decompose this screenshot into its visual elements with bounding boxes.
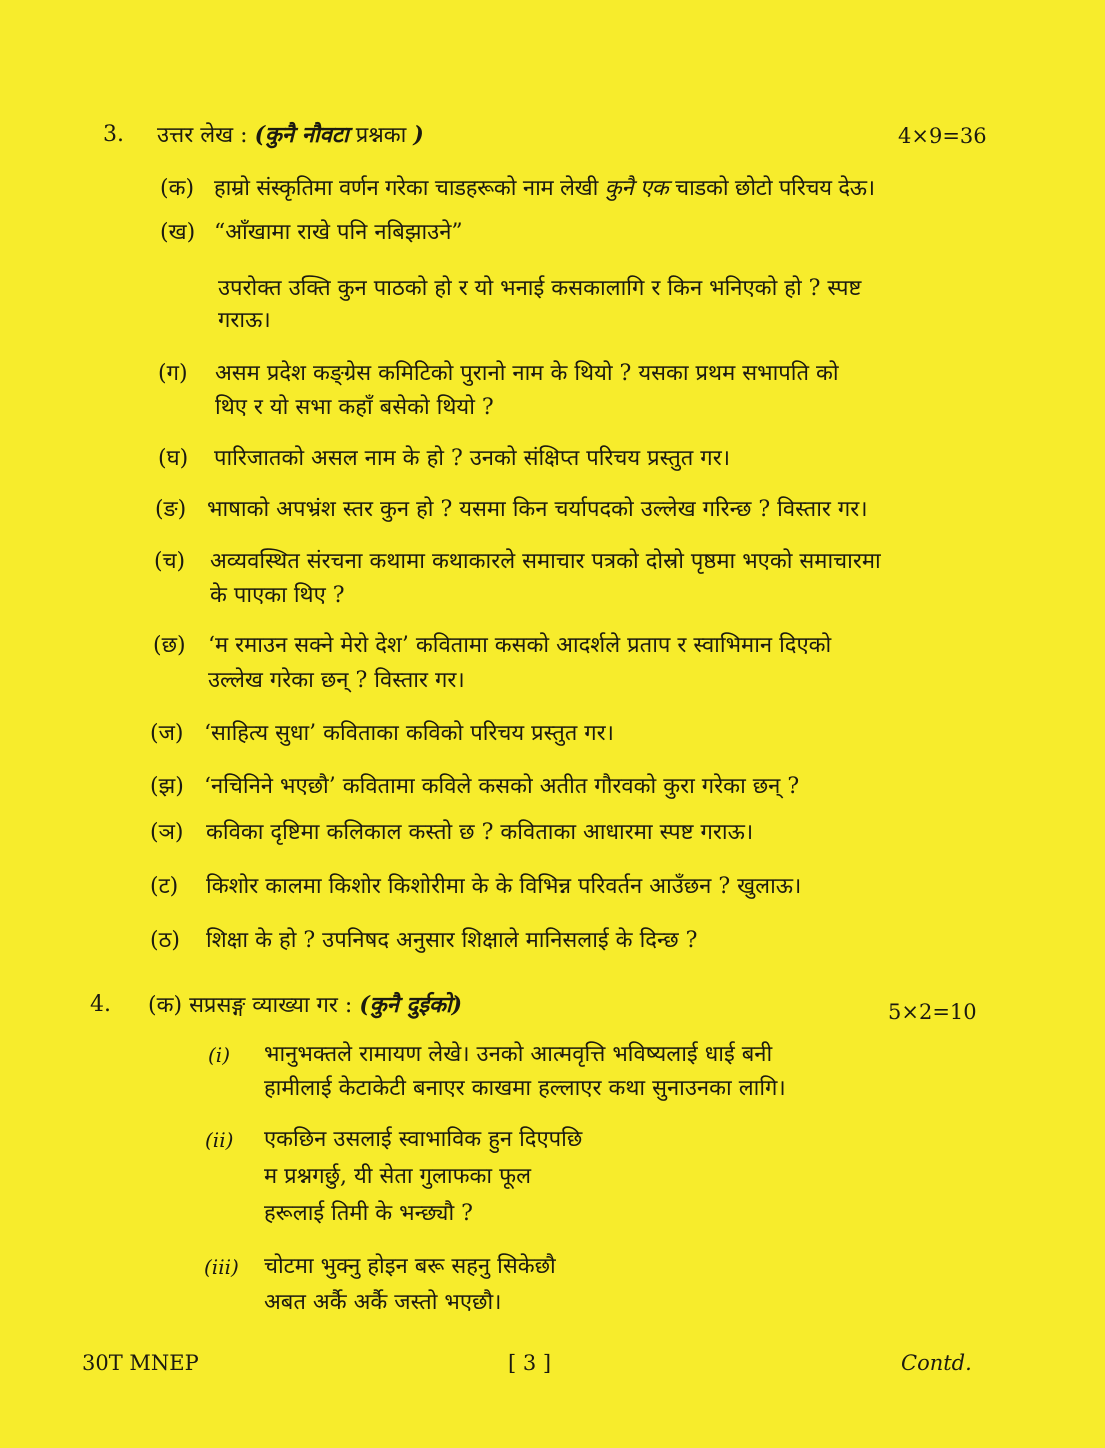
q4-marks: 5×2=10 (888, 1000, 977, 1024)
q3-heading-close: ) (413, 122, 424, 148)
q3-item-label: (ठ) (150, 928, 180, 953)
q3-item-text: गराऊ। (218, 308, 271, 333)
q3-item-text (214, 174, 875, 204)
q3-item-label: (ट) (150, 874, 179, 899)
q3-item-text-italic: कुनै एक (604, 176, 669, 201)
q4-label: (क) (148, 993, 183, 1018)
q3-item-text: भाषाको अपभ्रंश स्तर कुन हो ? यसमा किन चर्यापदको उल्लेख गरिन्छ ? विस्तार गर। (207, 497, 868, 522)
q3-item-text-part: चाडको छोटो परिचय देऊ। (675, 176, 875, 201)
q3-heading-open: ( (254, 122, 265, 148)
q4-item-text: चोटमा भुक्नु होइन बरू सहनु सिकेछौ (264, 1254, 556, 1279)
q3-heading (157, 120, 424, 151)
q3-item-text: के पाएका थिए ? (210, 583, 345, 608)
paper-code: 30T MNEP (82, 1351, 199, 1375)
q3-item-label: (ग) (158, 361, 188, 386)
q3-item-label: (ख) (160, 220, 196, 245)
q3-item-label: (झ) (150, 774, 184, 799)
q4-item-text: एकछिन उसलाई स्वाभाविक हुन दिएपछि (264, 1127, 583, 1152)
q3-item-text: अव्यवस्थित संरचना कथामा कथाकारले समाचार पत्रको दोस्रो पृष्ठमा भएको समाचारमा (210, 549, 881, 574)
q4-heading (148, 990, 462, 1021)
q3-heading-rest: प्रश्नका (355, 123, 407, 148)
q3-item-label: (ज) (150, 721, 184, 746)
q3-item-label: (क) (160, 176, 195, 201)
q4-item-text: म प्रश्नगर्छु, यी सेता गुलाफका फूल (264, 1164, 531, 1189)
q3-item-text: किशोर कालमा किशोर किशोरीमा के के विभिन्न परिवर्तन आउँछन ? खुलाऊ। (206, 874, 802, 899)
q4-heading-italic: कुनै दुईको (369, 992, 452, 1018)
page-number: [ 3 ] (508, 1351, 552, 1375)
q3-item-text: थिए र यो सभा कहाँ बसेको थियो ? (215, 395, 494, 420)
q3-item-text: “आँखामा राखे पनि नबिझाउने” (214, 220, 463, 245)
q3-item-text: कविका दृष्टिमा कलिकाल कस्तो छ ? कविताका आधारमा स्पष्ट गराऊ। (206, 820, 754, 845)
q4-item-label: (ii) (205, 1128, 234, 1152)
q3-marks: 4×9=36 (898, 124, 987, 148)
q3-item-label: (ञ) (150, 820, 184, 845)
q3-item-text: ‘म रमाउन सक्ने मेरो देश’ कवितामा कसको आदर्शले प्रताप र स्वाभिमान दिएको (208, 633, 832, 658)
q3-item-label: (च) (154, 549, 186, 574)
q3-item-text: ‘साहित्य सुधा’ कविताका कविको परिचय प्रस्तुत गर। (204, 721, 615, 746)
q3-item-label: (छ) (153, 633, 186, 658)
q3-heading-italic: कुनै नौवटा (265, 122, 349, 148)
q3-item-label: (घ) (158, 446, 189, 471)
q4-heading-text: सप्रसङ्ग व्याख्या गर : (189, 993, 353, 1018)
q4-heading-open: ( (359, 992, 370, 1018)
q4-item-text: भानुभक्तले रामायण लेखे। उनको आत्मवृत्ति भविष्यलाई धाई बनी (264, 1042, 773, 1067)
q4-item-text: हामीलाई केटाकेटी बनाएर काखमा हल्लाएर कथा सुनाउनका लागि। (264, 1076, 786, 1101)
q3-heading-text: उत्तर लेख : (157, 123, 248, 148)
q3-item-label: (ङ) (155, 497, 187, 522)
q4-item-label: (i) (208, 1043, 231, 1067)
q3-item-text: असम प्रदेश कङ्ग्रेस कमिटिको पुरानो नाम के थियो ? यसका प्रथम सभापति को (215, 361, 839, 386)
q3-item-text: उल्लेख गरेका छन् ? विस्तार गर। (208, 668, 465, 693)
q4-heading-close: ) (451, 992, 463, 1018)
q3-item-text: शिक्षा के हो ? उपनिषद अनुसार शिक्षाले मानिसलाई के दिन्छ ? (206, 928, 698, 953)
q4-item-text: अबत अर्कै अर्कै जस्तो भएछौ। (264, 1290, 502, 1315)
continued-label: Contd. (901, 1351, 972, 1375)
q4-item-text: हरूलाई तिमी के भन्छ्यौ ? (264, 1201, 473, 1226)
q4-number: 4. (90, 992, 111, 1017)
q3-item-text: ‘नचिनिने भएछौ’ कवितामा कविले कसको अतीत गौरवको कुरा गरेका छन् ? (204, 774, 800, 799)
q3-item-text: पारिजातको असल नाम के हो ? उनको संक्षिप्त परिचय प्रस्तुत गर। (214, 446, 731, 471)
q3-item-text: उपरोक्त उक्ति कुन पाठको हो र यो भनाई कसकालागि र किन भनिएको हो ? स्पष्ट (218, 276, 862, 301)
q3-item-text-part: हाम्रो संस्कृतिमा वर्णन गरेका चाडहरूको नाम लेखी (214, 176, 599, 201)
q4-item-label: (iii) (204, 1255, 239, 1279)
q3-number: 3. (103, 122, 124, 147)
